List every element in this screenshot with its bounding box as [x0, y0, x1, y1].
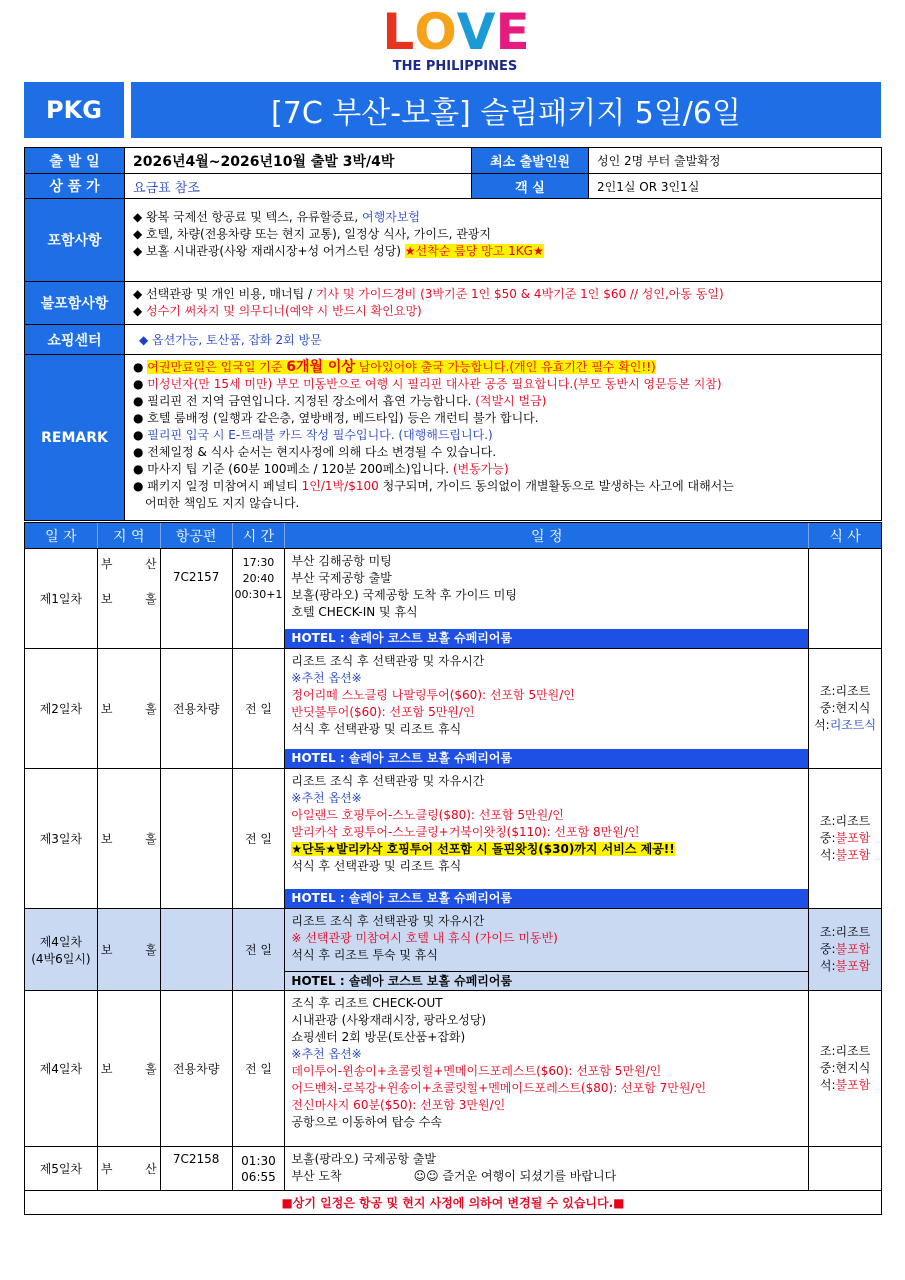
schedule-row-day4 [25, 991, 881, 1147]
exclude-label: 불포함사항 [25, 282, 125, 324]
logo-letter-l: L [382, 3, 413, 61]
day-label: 제4일차 (4박6일시) [25, 909, 98, 990]
header-flight: 항공편 [161, 523, 233, 548]
itinerary-cell: 부산 김해공항 미팅 부산 국제공항 출발 보홀(팡라오) 국제공항 도착 후 가이드 미팅 호텔 CHECK-IN 및 휴식 HOTEL : 솔레아 코스트 보홀 슈페리어룸 [285, 549, 809, 648]
shop-row [25, 325, 881, 355]
time-cell: 전 일 [233, 909, 286, 990]
region-cell: 부 산 보 홀 [98, 549, 161, 648]
time-cell: 전 일 [233, 649, 286, 768]
logo-word [360, 3, 550, 61]
itinerary-cell: 리조트 조식 후 선택관광 및 자유시간 ※추천 옵션※ 정어리떼 스노클링 나팔링투어($60): 선포함 5만원/인 반딧불투어($60): 선포함 5만원/인 석식 후 선택관광 및 리조트 휴식 HOTEL : 솔레아 코스트 보홀 슈페리어룸 [285, 649, 809, 768]
schedule-header [25, 523, 881, 549]
time-cell: 17:30 20:40 00:30+1 [233, 549, 286, 648]
flight-cell [161, 909, 233, 990]
flight-cell: 전용차량 [161, 649, 233, 768]
remark-item: ● 마사지 팁 기준 (60분 100페소 / 120분 200페소)입니다. (변동가능) [133, 462, 509, 476]
exclude-item: ◆ 성수기 써차지 및 의무디너(예약 시 반드시 확인요망) [133, 304, 422, 318]
remark-item: ● 미성년자(만 15세 미만) 부모 미동반으로 여행 시 필리핀 대사관 공증 필요합니다.(부모 동반시 영문등본 지참) [133, 377, 722, 391]
departure-value: 2026년4월~2026년10월 출발 3박/4박 [133, 153, 395, 170]
header-region: 지 역 [98, 523, 161, 548]
departure-row [25, 148, 881, 174]
time-cell: 전 일 [233, 991, 286, 1146]
region-cell: 보 홀 [98, 649, 161, 768]
room-value: 2인1실 OR 3인1실 [597, 179, 700, 194]
day-label: 제5일차 [25, 1147, 98, 1190]
exclude-row [25, 282, 881, 325]
love-the-philippines-logo [360, 3, 550, 76]
region-cell: 보 홀 [98, 909, 161, 990]
info-table [24, 147, 882, 521]
include-item: ◆ 보홀 시내관광(사왕 재래시장+성 어거스틴 성당) ★선착순 룸당 망고 1KG★ [133, 244, 544, 258]
meal-cell [809, 549, 881, 648]
time-cell: 전 일 [233, 769, 286, 908]
schedule-footer-note: ■상기 일정은 항공 및 현지 사정에 의하여 변경될 수 있습니다.■ [281, 1196, 625, 1210]
header-day: 일 자 [25, 523, 98, 548]
meal-cell: 조:리조트 중:불포함 석:불포함 [809, 909, 881, 990]
remark-item: ● 여권만료일은 입국일 기준 6개월 이상 남아있어야 출국 가능합니다.(개인 유효기간 필수 확인!!) [133, 359, 656, 375]
itinerary-cell: 조식 후 리조트 CHECK-OUT 시내관광 (사왕재래시장, 팡라오성당) 쇼핑센터 2회 방문(토산품+잡화) ※추천 옵션※ 데이투어-윈송이+초콜릿힐+멘메이드포레스트($60): 선포함 5만원/인 어드벤처-로복강+윈송이+초콜릿힐+멘메이드포레스트($80): 선포함 7만원/인 전신마사지 60분($50): 선포함 3만원/인 공항으로 이동하여 탑승 수속 [285, 991, 809, 1146]
flight-cell: 7C2158 [161, 1147, 233, 1190]
pkg-label: PKG [24, 82, 124, 138]
schedule-row-day3 [25, 769, 881, 909]
include-list [125, 199, 881, 281]
exclude-list [125, 282, 881, 324]
logo-letter-o: O [414, 3, 455, 61]
itinerary-cell: 보홀(팡라오) 국제공항 출발 부산 도착 ☺☺ 즐거운 여행이 되셨기를 바랍니다 [285, 1147, 809, 1190]
header-meal: 식 사 [829, 528, 861, 545]
meal-cell: 조:리조트 중:현지식 석:리조트식 [814, 684, 877, 732]
remark-item: 어떠한 책임도 지지 않습니다. [145, 496, 300, 510]
remark-item: ● 필리핀 전 지역 금연입니다. 지정된 장소에서 흡연 가능합니다. (적발시 벌금) [133, 394, 547, 408]
remark-item: ● 호텔 룸배정 (일행과 같은층, 옆방배정, 베드타입) 등은 개런티 불가 합니다. [133, 411, 539, 425]
min-value: 성인 2명 부터 출발확정 [597, 154, 721, 168]
flight-cell: 전용차량 [161, 991, 233, 1146]
itinerary-cell: 리조트 조식 후 선택관광 및 자유시간 ※ 선택관광 미참여시 호텔 내 휴식 (가이드 미동반) 석식 후 리조트 투숙 및 휴식 HOTEL : 솔레아 코스트 보홀 슈페리어룸 [285, 909, 809, 990]
hotel-bar: HOTEL : 솔레아 코스트 보홀 슈페리어룸 [285, 971, 808, 990]
flight-cell: 7C2157 [161, 549, 233, 648]
remark-item: ● 전체일정 & 식사 순서는 현지사정에 의해 다소 변경될 수 있습니다. [133, 445, 497, 459]
remark-item: ● 필리핀 입국 시 E-트래블 카드 작성 필수입니다. (대행해드립니다.) [133, 428, 493, 442]
price-value: 요금표 참조 [133, 180, 200, 196]
hotel-bar: HOTEL : 솔레아 코스트 보홀 슈페리어룸 [285, 889, 808, 908]
departure-label: 출 발 일 [25, 148, 125, 173]
min-label: 최소 출발인원 [471, 148, 589, 173]
header-itinerary: 일 정 [285, 523, 809, 548]
include-item: ◆ 왕복 국제선 항공료 및 텍스, 유류할증료, 여행자보험 [133, 210, 421, 224]
itinerary-cell: 리조트 조식 후 선택관광 및 자유시간 ※추천 옵션※ 아일랜드 호핑투어-스노클링($80): 선포함 5만원/인 발리카삭 호핑투어-스노클링+거북이왓칭($110): 선포함 8만원/인 ★단독★발리카삭 호핑투어 선포함 시 돌핀왓칭($30)까지 서비스 제공!! 석식 후 선택관광 및 리조트 휴식 HOTEL : 솔레아 코스트 보홀 슈페리어룸 [285, 769, 809, 908]
meal-cell: 조:리조트 중:불포함 석:불포함 [819, 814, 871, 862]
meal-cell [809, 1147, 881, 1190]
remark-list [125, 355, 881, 520]
time-cell: 01:30 06:55 [233, 1147, 286, 1190]
logo-letter-e: E [495, 3, 528, 61]
include-label: 포함사항 [25, 199, 125, 281]
day-label: 제2일차 [25, 649, 98, 768]
include-item: ◆ 호텔, 차량(전용차량 또는 현지 교통), 일정상 식사, 가이드, 관광지 [133, 227, 491, 241]
schedule-table [24, 522, 882, 1215]
header-time: 시 간 [233, 523, 286, 548]
remark-row [25, 355, 881, 520]
region-cell: 부 산 [98, 1147, 161, 1190]
region-cell: 보 홀 [98, 991, 161, 1146]
shop-label: 쇼핑센터 [25, 325, 125, 354]
day-label: 제1일차 [25, 549, 98, 648]
schedule-row-day2 [25, 649, 881, 769]
exclude-item: ◆ 선택관광 및 개인 비용, 매너팁 / 기사 및 가이드경비 (3박기준 1인 $50 & 4박기준 1인 $60 // 성인,아동 동일) [133, 287, 724, 301]
day-label: 제3일차 [25, 769, 98, 908]
region-cell: 보 홀 [98, 769, 161, 908]
hotel-bar: HOTEL : 솔레아 코스트 보홀 슈페리어룸 [285, 749, 808, 768]
include-row [25, 199, 881, 282]
flight-cell [161, 769, 233, 908]
meal-cell: 조:리조트 중:현지식 석:불포함 [819, 1044, 871, 1092]
hotel-bar: HOTEL : 솔레아 코스트 보홀 슈페리어룸 [285, 629, 808, 648]
schedule-row-day1 [25, 549, 881, 649]
logo-subtitle: THE PHILIPPINES [392, 59, 518, 74]
price-row [25, 174, 881, 199]
price-label: 상 품 가 [25, 174, 125, 198]
schedule-row-day4-optional [25, 909, 881, 991]
schedule-row-day5 [25, 1147, 881, 1191]
room-label: 객 실 [471, 174, 589, 198]
logo-letter-v: V [456, 3, 494, 61]
day-label: 제4일차 [25, 991, 98, 1146]
remark-label: REMARK [25, 355, 125, 520]
page-title: [7C 부산-보홀] 슬림패키지 5일/6일 [131, 82, 881, 138]
shop-value: ◆ 옵션가능, 토산품, 잡화 2회 방문 [139, 333, 322, 347]
remark-item: ● 패키지 일정 미참여시 페널티 1인/1박/$100 청구되며, 가이드 동의없이 개별활동으로 발생하는 사고에 대해서는 [133, 479, 734, 493]
